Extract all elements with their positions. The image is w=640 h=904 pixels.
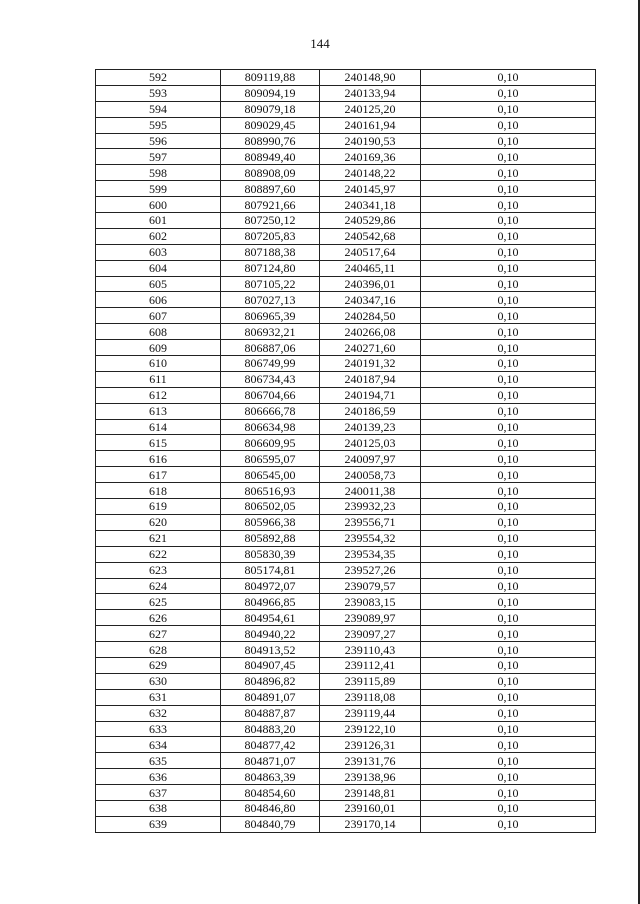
- table-row: [96, 499, 596, 515]
- accuracy-cell: 0,10: [421, 133, 596, 149]
- point-number-cell: 621: [96, 530, 221, 546]
- accuracy-cell: 0,10: [421, 657, 596, 673]
- point-number-cell: 604: [96, 260, 221, 276]
- x-coordinate-cell: 804883,20: [221, 721, 320, 737]
- y-coordinate-cell: 239527,26: [320, 562, 421, 578]
- table-row: [96, 451, 596, 467]
- accuracy-cell: 0,10: [421, 228, 596, 244]
- table-row: [96, 753, 596, 769]
- x-coordinate-cell: 807250,12: [221, 213, 320, 229]
- accuracy-cell: 0,10: [421, 308, 596, 324]
- y-coordinate-cell: 240125,03: [320, 435, 421, 451]
- accuracy-cell: 0,10: [421, 594, 596, 610]
- x-coordinate-cell: 805174,81: [221, 562, 320, 578]
- x-coordinate-cell: 806502,05: [221, 499, 320, 515]
- accuracy-cell: 0,10: [421, 689, 596, 705]
- accuracy-cell: 0,10: [421, 530, 596, 546]
- x-coordinate-cell: 808908,09: [221, 165, 320, 181]
- y-coordinate-cell: 240125,20: [320, 101, 421, 117]
- accuracy-cell: 0,10: [421, 721, 596, 737]
- point-number-cell: 639: [96, 816, 221, 832]
- x-coordinate-cell: 806749,99: [221, 356, 320, 372]
- y-coordinate-cell: 240186,59: [320, 403, 421, 419]
- accuracy-cell: 0,10: [421, 642, 596, 658]
- point-number-cell: 624: [96, 578, 221, 594]
- x-coordinate-cell: 804877,42: [221, 737, 320, 753]
- y-coordinate-cell: 240169,36: [320, 149, 421, 165]
- y-coordinate-cell: 239170,14: [320, 816, 421, 832]
- x-coordinate-cell: 806887,06: [221, 340, 320, 356]
- point-number-cell: 606: [96, 292, 221, 308]
- point-number-cell: 615: [96, 435, 221, 451]
- y-coordinate-cell: 240058,73: [320, 467, 421, 483]
- point-number-cell: 597: [96, 149, 221, 165]
- y-coordinate-cell: 240097,97: [320, 451, 421, 467]
- point-number-cell: 638: [96, 800, 221, 816]
- y-coordinate-cell: 240190,53: [320, 133, 421, 149]
- accuracy-cell: 0,10: [421, 85, 596, 101]
- accuracy-cell: 0,10: [421, 181, 596, 197]
- point-number-cell: 602: [96, 228, 221, 244]
- table-row: [96, 562, 596, 578]
- x-coordinate-cell: 809079,18: [221, 101, 320, 117]
- point-number-cell: 595: [96, 117, 221, 133]
- table-row: [96, 610, 596, 626]
- accuracy-cell: 0,10: [421, 562, 596, 578]
- y-coordinate-cell: 240139,23: [320, 419, 421, 435]
- table-row: [96, 816, 596, 832]
- table-row: [96, 530, 596, 546]
- point-number-cell: 623: [96, 562, 221, 578]
- accuracy-cell: 0,10: [421, 737, 596, 753]
- y-coordinate-cell: 240148,22: [320, 165, 421, 181]
- point-number-cell: 635: [96, 753, 221, 769]
- y-coordinate-cell: 239554,32: [320, 530, 421, 546]
- point-number-cell: 600: [96, 197, 221, 213]
- table-row: [96, 340, 596, 356]
- table-row: [96, 149, 596, 165]
- accuracy-cell: 0,10: [421, 101, 596, 117]
- point-number-cell: 622: [96, 546, 221, 562]
- page-number: 144: [310, 36, 330, 51]
- table-row: [96, 419, 596, 435]
- point-number-cell: 601: [96, 213, 221, 229]
- y-coordinate-cell: 239079,57: [320, 578, 421, 594]
- accuracy-cell: 0,10: [421, 260, 596, 276]
- x-coordinate-cell: 808949,40: [221, 149, 320, 165]
- x-coordinate-cell: 806545,00: [221, 467, 320, 483]
- point-number-cell: 599: [96, 181, 221, 197]
- y-coordinate-cell: 240187,94: [320, 371, 421, 387]
- x-coordinate-cell: 806965,39: [221, 308, 320, 324]
- y-coordinate-cell: 239083,15: [320, 594, 421, 610]
- y-coordinate-cell: 239131,76: [320, 753, 421, 769]
- point-number-cell: 609: [96, 340, 221, 356]
- y-coordinate-cell: 240011,38: [320, 483, 421, 499]
- point-number-cell: 626: [96, 610, 221, 626]
- x-coordinate-cell: 807188,38: [221, 244, 320, 260]
- table-row: [96, 387, 596, 403]
- point-number-cell: 628: [96, 642, 221, 658]
- accuracy-cell: 0,10: [421, 149, 596, 165]
- y-coordinate-cell: 239932,23: [320, 499, 421, 515]
- y-coordinate-cell: 240161,94: [320, 117, 421, 133]
- table-row: [96, 356, 596, 372]
- point-number-cell: 607: [96, 308, 221, 324]
- y-coordinate-cell: 239089,97: [320, 610, 421, 626]
- point-number-cell: 608: [96, 324, 221, 340]
- accuracy-cell: 0,10: [421, 705, 596, 721]
- x-coordinate-cell: 808897,60: [221, 181, 320, 197]
- y-coordinate-cell: 239138,96: [320, 769, 421, 785]
- accuracy-cell: 0,10: [421, 292, 596, 308]
- accuracy-cell: 0,10: [421, 467, 596, 483]
- table-row: [96, 308, 596, 324]
- point-number-cell: 613: [96, 403, 221, 419]
- point-number-cell: 610: [96, 356, 221, 372]
- x-coordinate-cell: 804891,07: [221, 689, 320, 705]
- accuracy-cell: 0,10: [421, 673, 596, 689]
- x-coordinate-cell: 806666,78: [221, 403, 320, 419]
- table-row: [96, 85, 596, 101]
- table-row: [96, 689, 596, 705]
- table-row: [96, 785, 596, 801]
- point-number-cell: 605: [96, 276, 221, 292]
- accuracy-cell: 0,10: [421, 387, 596, 403]
- point-number-cell: 594: [96, 101, 221, 117]
- table-row: [96, 546, 596, 562]
- point-number-cell: 611: [96, 371, 221, 387]
- accuracy-cell: 0,10: [421, 197, 596, 213]
- point-number-cell: 616: [96, 451, 221, 467]
- point-number-cell: 596: [96, 133, 221, 149]
- table-row: [96, 483, 596, 499]
- coordinates-table-body: [96, 70, 596, 833]
- table-row: [96, 133, 596, 149]
- point-number-cell: 603: [96, 244, 221, 260]
- x-coordinate-cell: 807921,66: [221, 197, 320, 213]
- accuracy-cell: 0,10: [421, 403, 596, 419]
- y-coordinate-cell: 239119,44: [320, 705, 421, 721]
- x-coordinate-cell: 804940,22: [221, 626, 320, 642]
- accuracy-cell: 0,10: [421, 356, 596, 372]
- accuracy-cell: 0,10: [421, 117, 596, 133]
- point-number-cell: 634: [96, 737, 221, 753]
- accuracy-cell: 0,10: [421, 276, 596, 292]
- y-coordinate-cell: 240266,08: [320, 324, 421, 340]
- x-coordinate-cell: 804840,79: [221, 816, 320, 832]
- y-coordinate-cell: 240194,71: [320, 387, 421, 403]
- x-coordinate-cell: 804972,07: [221, 578, 320, 594]
- x-coordinate-cell: 805892,88: [221, 530, 320, 546]
- x-coordinate-cell: 806704,66: [221, 387, 320, 403]
- x-coordinate-cell: 809094,19: [221, 85, 320, 101]
- table-row: [96, 213, 596, 229]
- point-number-cell: 629: [96, 657, 221, 673]
- accuracy-cell: 0,10: [421, 800, 596, 816]
- y-coordinate-cell: 239118,08: [320, 689, 421, 705]
- table-row: [96, 467, 596, 483]
- y-coordinate-cell: 239122,10: [320, 721, 421, 737]
- table-row: [96, 578, 596, 594]
- table-row: [96, 673, 596, 689]
- table-row: [96, 70, 596, 86]
- accuracy-cell: 0,10: [421, 499, 596, 515]
- table-row: [96, 705, 596, 721]
- point-number-cell: 618: [96, 483, 221, 499]
- accuracy-cell: 0,10: [421, 324, 596, 340]
- y-coordinate-cell: 239110,43: [320, 642, 421, 658]
- y-coordinate-cell: 240396,01: [320, 276, 421, 292]
- accuracy-cell: 0,10: [421, 70, 596, 86]
- y-coordinate-cell: 240284,50: [320, 308, 421, 324]
- table-row: [96, 260, 596, 276]
- table-row: [96, 292, 596, 308]
- table-row: [96, 197, 596, 213]
- x-coordinate-cell: 804846,80: [221, 800, 320, 816]
- y-coordinate-cell: 240191,32: [320, 356, 421, 372]
- x-coordinate-cell: 804954,61: [221, 610, 320, 626]
- table-row: [96, 594, 596, 610]
- x-coordinate-cell: 807205,83: [221, 228, 320, 244]
- table-row: [96, 276, 596, 292]
- accuracy-cell: 0,10: [421, 546, 596, 562]
- x-coordinate-cell: 806516,93: [221, 483, 320, 499]
- table-row: [96, 626, 596, 642]
- x-coordinate-cell: 804854,60: [221, 785, 320, 801]
- y-coordinate-cell: 240271,60: [320, 340, 421, 356]
- x-coordinate-cell: 804913,52: [221, 642, 320, 658]
- x-coordinate-cell: 809029,45: [221, 117, 320, 133]
- accuracy-cell: 0,10: [421, 371, 596, 387]
- x-coordinate-cell: 806609,95: [221, 435, 320, 451]
- coordinates-table: [95, 69, 596, 833]
- accuracy-cell: 0,10: [421, 340, 596, 356]
- x-coordinate-cell: 809119,88: [221, 70, 320, 86]
- point-number-cell: 598: [96, 165, 221, 181]
- table-row: [96, 324, 596, 340]
- y-coordinate-cell: 240145,97: [320, 181, 421, 197]
- table-row: [96, 435, 596, 451]
- y-coordinate-cell: 240465,11: [320, 260, 421, 276]
- table-row: [96, 769, 596, 785]
- accuracy-cell: 0,10: [421, 514, 596, 530]
- y-coordinate-cell: 239148,81: [320, 785, 421, 801]
- x-coordinate-cell: 807105,22: [221, 276, 320, 292]
- point-number-cell: 627: [96, 626, 221, 642]
- x-coordinate-cell: 804896,82: [221, 673, 320, 689]
- point-number-cell: 631: [96, 689, 221, 705]
- y-coordinate-cell: 239160,01: [320, 800, 421, 816]
- y-coordinate-cell: 240133,94: [320, 85, 421, 101]
- point-number-cell: 617: [96, 467, 221, 483]
- accuracy-cell: 0,10: [421, 785, 596, 801]
- x-coordinate-cell: 806595,07: [221, 451, 320, 467]
- y-coordinate-cell: 240517,64: [320, 244, 421, 260]
- x-coordinate-cell: 805830,39: [221, 546, 320, 562]
- y-coordinate-cell: 239112,41: [320, 657, 421, 673]
- table-row: [96, 181, 596, 197]
- y-coordinate-cell: 239556,71: [320, 514, 421, 530]
- x-coordinate-cell: 804871,07: [221, 753, 320, 769]
- x-coordinate-cell: 806734,43: [221, 371, 320, 387]
- y-coordinate-cell: 240347,16: [320, 292, 421, 308]
- x-coordinate-cell: 807124,80: [221, 260, 320, 276]
- table-row: [96, 165, 596, 181]
- accuracy-cell: 0,10: [421, 419, 596, 435]
- table-row: [96, 244, 596, 260]
- point-number-cell: 593: [96, 85, 221, 101]
- y-coordinate-cell: 239097,27: [320, 626, 421, 642]
- x-coordinate-cell: 806634,98: [221, 419, 320, 435]
- accuracy-cell: 0,10: [421, 610, 596, 626]
- point-number-cell: 633: [96, 721, 221, 737]
- table-row: [96, 117, 596, 133]
- point-number-cell: 592: [96, 70, 221, 86]
- point-number-cell: 612: [96, 387, 221, 403]
- x-coordinate-cell: 808990,76: [221, 133, 320, 149]
- accuracy-cell: 0,10: [421, 769, 596, 785]
- table-row: [96, 721, 596, 737]
- y-coordinate-cell: 240148,90: [320, 70, 421, 86]
- point-number-cell: 632: [96, 705, 221, 721]
- accuracy-cell: 0,10: [421, 435, 596, 451]
- x-coordinate-cell: 804907,45: [221, 657, 320, 673]
- y-coordinate-cell: 239126,31: [320, 737, 421, 753]
- table-row: [96, 228, 596, 244]
- accuracy-cell: 0,10: [421, 626, 596, 642]
- y-coordinate-cell: 240341,18: [320, 197, 421, 213]
- x-coordinate-cell: 806932,21: [221, 324, 320, 340]
- point-number-cell: 625: [96, 594, 221, 610]
- accuracy-cell: 0,10: [421, 451, 596, 467]
- accuracy-cell: 0,10: [421, 578, 596, 594]
- table-row: [96, 514, 596, 530]
- point-number-cell: 636: [96, 769, 221, 785]
- table-row: [96, 737, 596, 753]
- y-coordinate-cell: 239534,35: [320, 546, 421, 562]
- x-coordinate-cell: 807027,13: [221, 292, 320, 308]
- y-coordinate-cell: 240542,68: [320, 228, 421, 244]
- accuracy-cell: 0,10: [421, 165, 596, 181]
- point-number-cell: 614: [96, 419, 221, 435]
- accuracy-cell: 0,10: [421, 753, 596, 769]
- x-coordinate-cell: 804966,85: [221, 594, 320, 610]
- accuracy-cell: 0,10: [421, 483, 596, 499]
- point-number-cell: 637: [96, 785, 221, 801]
- table-row: [96, 657, 596, 673]
- point-number-cell: 619: [96, 499, 221, 515]
- x-coordinate-cell: 805966,38: [221, 514, 320, 530]
- table-row: [96, 642, 596, 658]
- x-coordinate-cell: 804887,87: [221, 705, 320, 721]
- accuracy-cell: 0,10: [421, 816, 596, 832]
- x-coordinate-cell: 804863,39: [221, 769, 320, 785]
- table-row: [96, 403, 596, 419]
- table-row: [96, 101, 596, 117]
- y-coordinate-cell: 239115,89: [320, 673, 421, 689]
- point-number-cell: 620: [96, 514, 221, 530]
- table-row: [96, 371, 596, 387]
- y-coordinate-cell: 240529,86: [320, 213, 421, 229]
- accuracy-cell: 0,10: [421, 213, 596, 229]
- point-number-cell: 630: [96, 673, 221, 689]
- table-row: [96, 800, 596, 816]
- accuracy-cell: 0,10: [421, 244, 596, 260]
